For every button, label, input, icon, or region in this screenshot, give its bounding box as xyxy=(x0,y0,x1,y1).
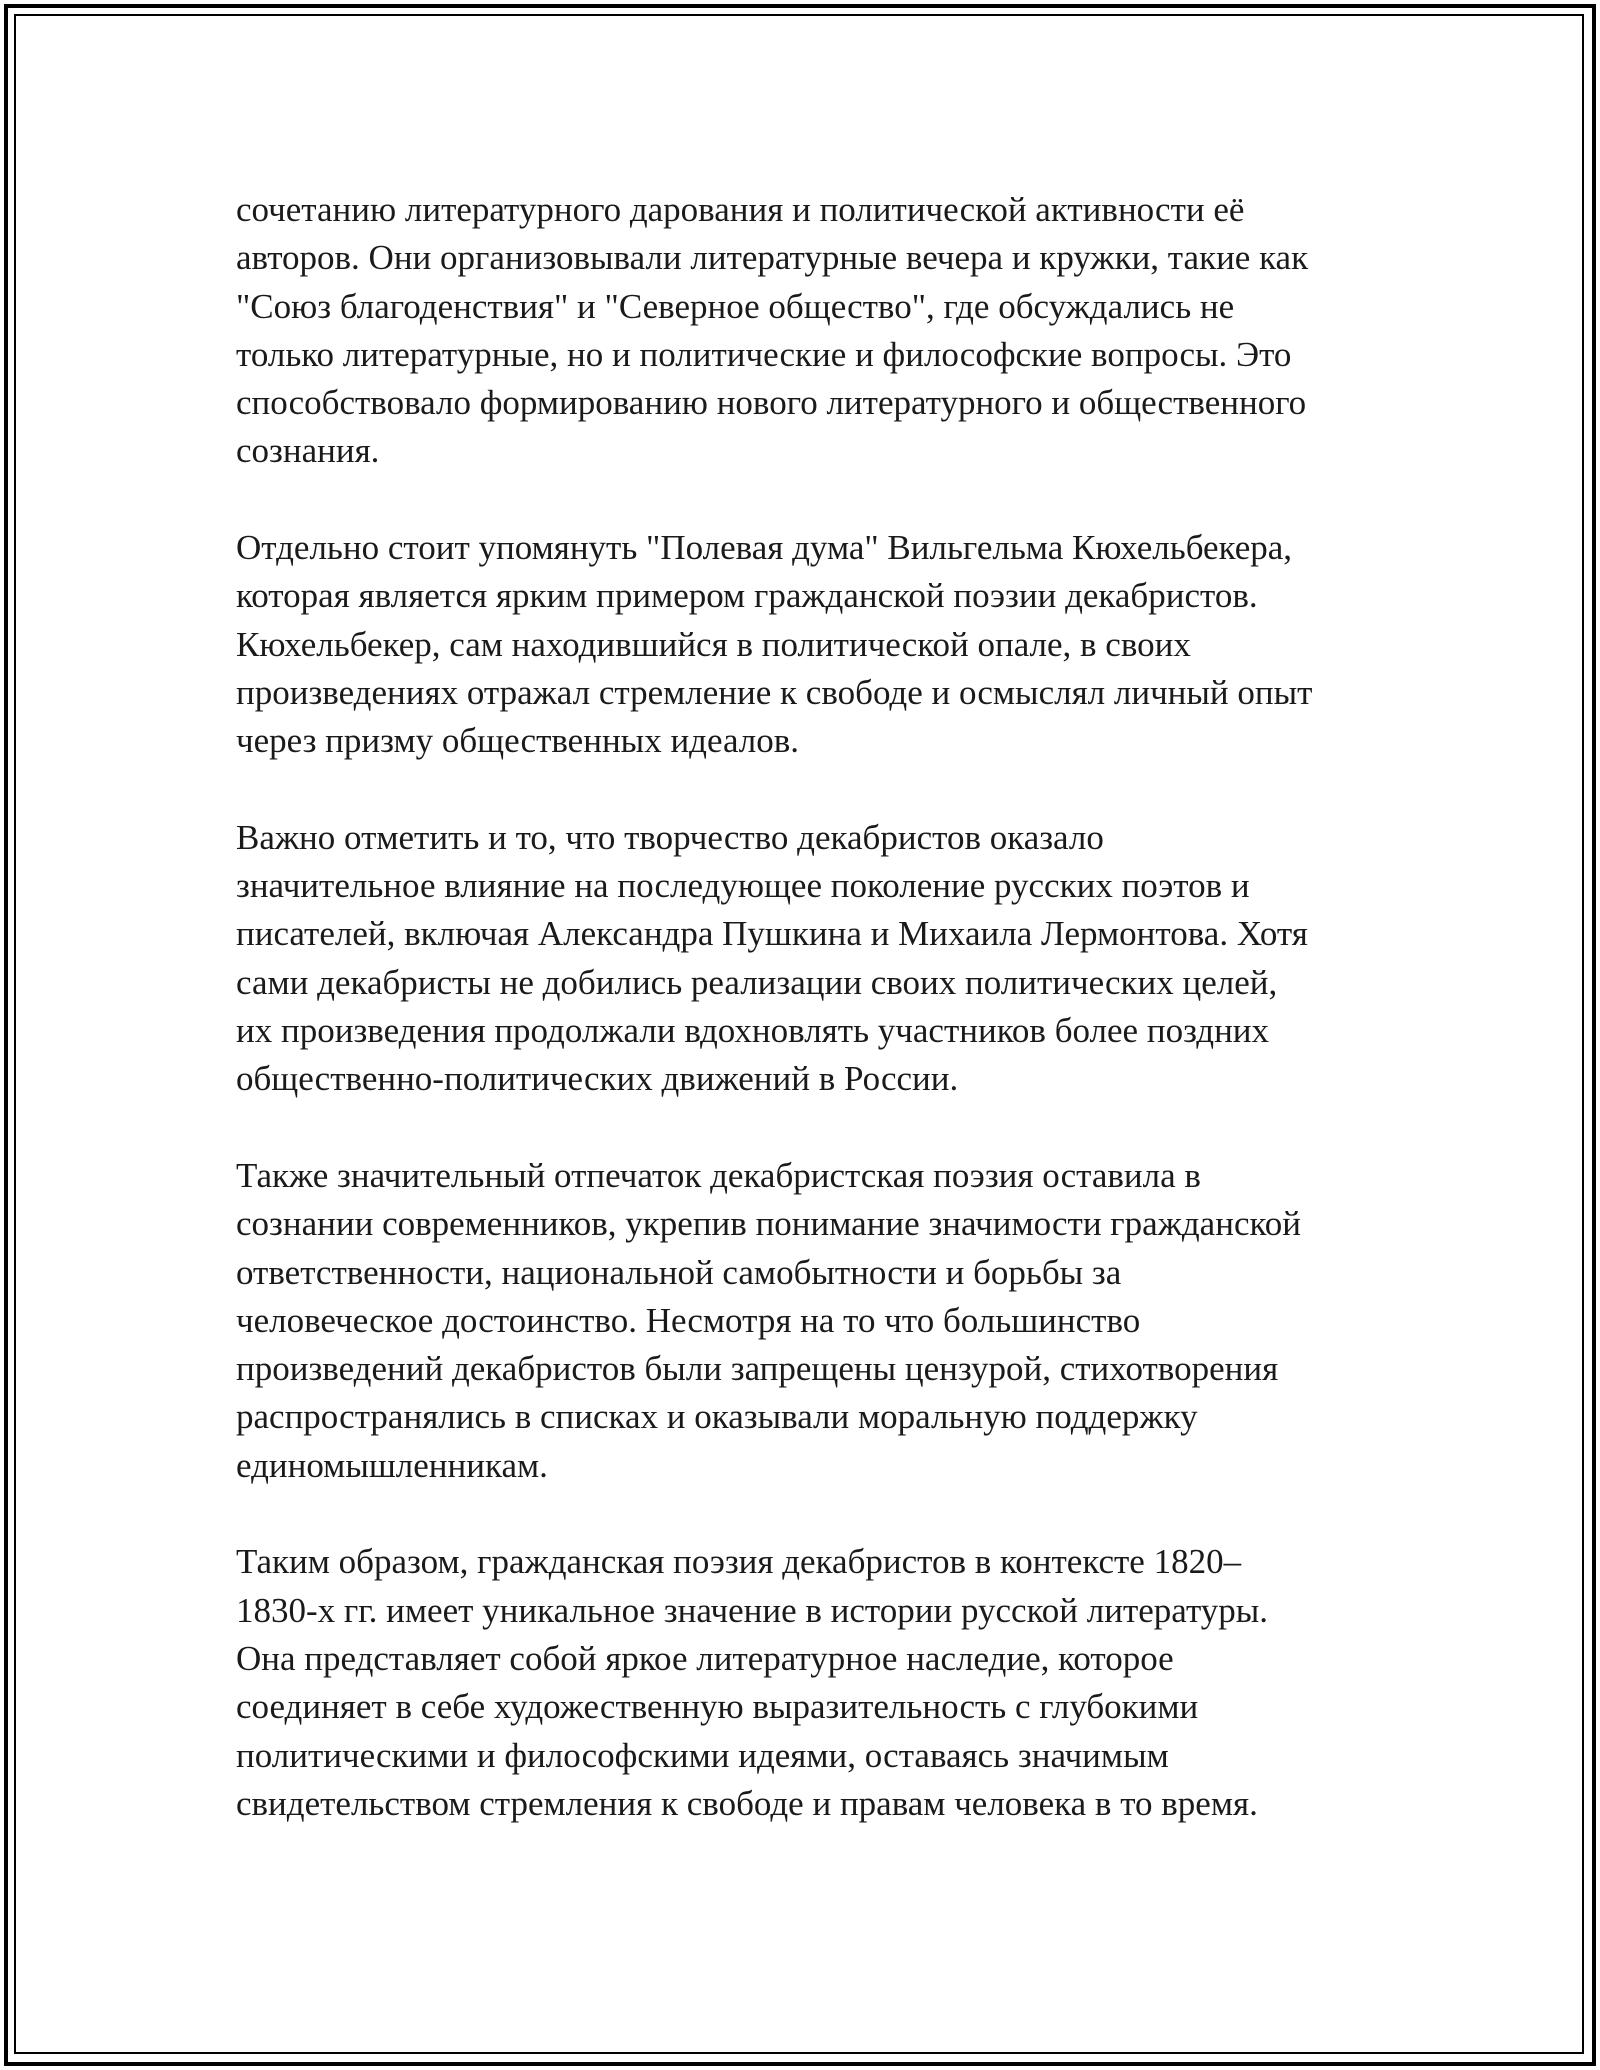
paragraph-5 xyxy=(236,1538,1386,1828)
text-line: Кюхельбекер, сам находившийся в политической опале, в своих xyxy=(236,624,1191,664)
text-line: писателей, включая Александра Пушкина и Михаила Лермонтова. Хотя xyxy=(236,914,1308,954)
text-line: Она представляет собой яркое литературное наследие, которое xyxy=(236,1638,1174,1678)
document-body xyxy=(236,186,1386,1876)
text-line: только литературные, но и политические и философские вопросы. Это xyxy=(236,334,1292,374)
text-line: общественно-политических движений в России. xyxy=(236,1059,959,1099)
text-line: произведений декабристов были запрещены цензурой, стихотворения xyxy=(236,1349,1279,1389)
text-line: Отдельно стоит упомянуть "Полевая дума" Вильгельма Кюхельбекера, xyxy=(236,528,1293,568)
text-line: человеческое достоинство. Несмотря на то что большинство xyxy=(236,1300,1141,1340)
paragraph-1 xyxy=(236,186,1386,476)
text-line: Также значительный отпечаток декабристская поэзия оставила в xyxy=(236,1155,1201,1195)
paragraph-2 xyxy=(236,524,1386,765)
text-line: Важно отметить и то, что творчество декабристов оказало xyxy=(236,817,1104,857)
text-line: распространялись в списках и оказывали моральную поддержку xyxy=(236,1397,1198,1437)
text-line: сочетанию литературного дарования и политической активности её xyxy=(236,190,1245,229)
text-line: "Союз благоденствия" и "Северное общество", где обсуждались не xyxy=(236,286,1235,326)
text-line: способствовало формированию нового литературного и общественного xyxy=(236,383,1307,423)
text-line: их произведения продолжали вдохновлять участников более поздних xyxy=(236,1011,1270,1051)
text-line: значительное влияние на последующее поколение русских поэтов и xyxy=(236,866,1250,906)
text-line: через призму общественных идеалов. xyxy=(236,721,800,761)
text-line: Таким образом, гражданская поэзия декабристов в контексте 1820– xyxy=(236,1542,1242,1582)
text-line: ответственности, национальной самобытности и борьбы за xyxy=(236,1252,1122,1292)
text-line: сознания. xyxy=(236,431,380,471)
text-line: произведениях отражал стремление к свободе и осмыслял личный опыт xyxy=(236,672,1313,712)
text-line: 1830-х гг. имеет уникальное значение в истории русской литературы. xyxy=(236,1590,1269,1630)
text-line: единомышленникам. xyxy=(236,1445,548,1485)
text-line: свидетельством стремления к свободе и правам человека в то время. xyxy=(236,1783,1258,1823)
text-line: сознании современников, укрепив понимание значимости гражданской xyxy=(236,1204,1301,1244)
paragraph-3 xyxy=(236,814,1386,1104)
paragraph-4 xyxy=(236,1152,1386,1490)
text-line: политическими и философскими идеями, оставаясь значимым xyxy=(236,1735,1169,1775)
text-line: сами декабристы не добились реализации своих политических целей, xyxy=(236,962,1278,1002)
text-line: которая является ярким примером гражданской поэзии декабристов. xyxy=(236,576,1258,616)
text-line: соединяет в себе художественную выразительность с глубокими xyxy=(236,1687,1199,1727)
text-line: авторов. Они организовывали литературные вечера и кружки, такие как xyxy=(236,238,1309,278)
